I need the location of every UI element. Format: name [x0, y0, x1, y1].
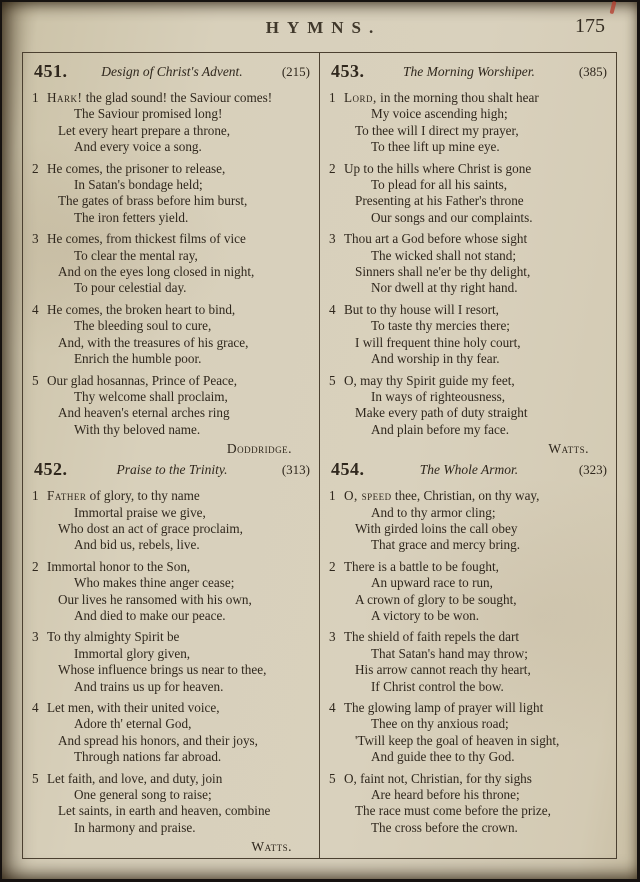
verse	[32, 700, 312, 766]
verse-lines	[47, 161, 312, 227]
verse-line: Immortal praise we give,	[74, 504, 206, 520]
page-header	[28, 15, 611, 43]
small-caps-lead: Lord,	[344, 90, 377, 105]
verse-line: And spread his honors, and their joys,	[58, 732, 258, 748]
verse-line: I will frequent thine holy court,	[355, 334, 521, 350]
verse-lines	[344, 161, 609, 227]
verse-line: Let men, with their united voice,	[47, 700, 220, 715]
verse-lines	[344, 90, 609, 156]
hymn	[32, 461, 312, 855]
verse-line: Let every heart prepare a throne,	[58, 122, 231, 138]
red-pen-mark	[609, 1, 616, 15]
verse	[32, 629, 312, 695]
verse-number: 1	[32, 488, 39, 504]
verse-line: The bleeding soul to cure,	[74, 318, 212, 334]
verse-lines	[344, 629, 609, 695]
verse	[329, 771, 609, 837]
verse-lines	[47, 488, 312, 554]
verse-line: The Saviour promised long!	[74, 106, 223, 122]
verse-number: 5	[329, 372, 336, 388]
verse-number: 2	[329, 160, 336, 176]
line-rest: in the morning thou shalt hear	[376, 90, 539, 105]
verse-number: 1	[32, 90, 39, 105]
verse-line: That grace and mercy bring.	[371, 537, 521, 553]
verse-line: With thy beloved name.	[74, 421, 201, 437]
hymn	[329, 461, 609, 836]
verse-number: 4	[329, 700, 336, 715]
line-rest: of glory, to thy name	[86, 488, 200, 504]
hymn-title: Praise to the Trinity.	[116, 462, 228, 478]
verse-line: In harmony and praise.	[74, 819, 196, 835]
verse-lines	[47, 629, 312, 695]
verse	[32, 90, 312, 156]
verse-lines	[344, 700, 609, 766]
hymn-columns	[22, 52, 617, 859]
verse-lines	[344, 771, 609, 837]
verse-line: Whose influence brings us near to thee,	[58, 662, 267, 678]
verse-line: In Satan's bondage held;	[74, 177, 203, 193]
verse-line	[47, 488, 312, 504]
verse-line: To thy almighty Spirit be	[47, 629, 180, 645]
hymn-number: 451.	[34, 61, 68, 81]
verse-number: 1	[329, 488, 336, 504]
verse-line: He comes, from thickest films of vice	[47, 231, 246, 247]
verse-line: In ways of righteousness,	[371, 388, 506, 404]
verse-lines	[47, 231, 312, 297]
verse-line: Who makes thine anger cease;	[74, 575, 235, 591]
verse-line: Through nations far abroad.	[74, 749, 222, 765]
author-attribution: Doddridge.	[226, 441, 292, 457]
verse-lines	[344, 231, 609, 297]
verse-line: Adore th' eternal God,	[74, 716, 192, 732]
verse-line: Immortal honor to the Son,	[47, 558, 191, 574]
verse-number: 3	[32, 629, 39, 645]
verse-number: 2	[32, 558, 39, 574]
verse-line: And on the eyes long closed in night,	[58, 264, 255, 280]
verse-line: To pour celestial day.	[74, 280, 187, 296]
verse-line: To taste thy mercies there;	[371, 318, 510, 334]
verse-line: And plain before my face.	[371, 421, 510, 437]
verse	[32, 231, 312, 297]
verse-line: Thee on thy anxious road;	[371, 716, 509, 732]
verse-line: But to thy house will I resort,	[344, 301, 499, 317]
verse-line: And bid us, rebels, live.	[74, 537, 200, 553]
verse-line: Thou art a God before whose sight	[344, 231, 528, 247]
hymn-tune-ref: (385)	[578, 64, 607, 79]
page-number: 175	[575, 15, 605, 37]
verse-line: With girded loins the call obey	[355, 520, 518, 536]
author-attribution: Watts.	[548, 441, 589, 457]
verse-line: Sinners shall ne'er be thy delight,	[355, 264, 531, 280]
verse-line: And trains us up for heaven.	[74, 678, 224, 694]
hymn	[32, 63, 312, 457]
verse	[329, 629, 609, 695]
verse	[329, 559, 609, 625]
verse	[329, 302, 609, 368]
verse	[32, 161, 312, 227]
verse-line: Let saints, in earth and heaven, combine	[58, 803, 271, 819]
hymn-number: 453.	[331, 61, 365, 81]
verse-line: One general song to raise;	[74, 787, 212, 803]
verse-number: 5	[329, 770, 336, 786]
verse-number: 3	[329, 231, 336, 247]
verse-line: And to thy armor cling;	[371, 504, 496, 520]
verse-line: A crown of glory to be sought,	[355, 591, 517, 607]
verse-line: Make every path of duty straight	[355, 405, 528, 421]
verse	[329, 700, 609, 766]
hymn	[329, 63, 609, 457]
hymn-header	[32, 461, 312, 482]
verse-line: Who dost an act of grace proclaim,	[58, 520, 243, 536]
verse-lines	[344, 302, 609, 368]
verse-line: Let faith, and love, and duty, join	[47, 770, 223, 786]
verse-line: And, with the treasures of his grace,	[58, 334, 249, 350]
verse-line: To clear the mental ray,	[74, 247, 198, 263]
hymn-header	[329, 63, 609, 84]
verse	[329, 161, 609, 227]
verse-number: 5	[32, 372, 39, 388]
verse-lines	[47, 559, 312, 625]
verse-line: To plead for all his saints,	[371, 177, 508, 193]
verse	[32, 302, 312, 368]
verse-line	[344, 488, 609, 504]
verse-number: 1	[329, 90, 336, 105]
verse-number: 4	[32, 700, 39, 715]
verse-lines	[47, 771, 312, 837]
verse	[32, 373, 312, 439]
verse-line: My voice ascending high;	[371, 106, 508, 122]
verse-line: Our lives he ransomed with his own,	[58, 591, 252, 607]
small-caps-lead: O, speed	[344, 488, 392, 504]
hymn-header	[32, 63, 312, 84]
verse	[32, 488, 312, 554]
verse-number: 3	[32, 231, 39, 247]
verse-line: Immortal glory given,	[74, 645, 191, 661]
verse-line: O, faint not, Christian, for thy sighs	[344, 770, 532, 786]
verse-line: Enrich the humble poor.	[74, 351, 202, 367]
verse-line: There is a battle to be fought,	[344, 558, 499, 574]
hymn-header	[329, 461, 609, 482]
verse-line: Our songs and our complaints.	[371, 209, 533, 225]
verse-number: 3	[329, 629, 336, 645]
verse-line: He comes, the prisoner to release,	[47, 160, 226, 176]
verse-line: And heaven's eternal arches ring	[58, 405, 230, 421]
line-rest: thee, Christian, on thy way,	[391, 488, 540, 504]
verse	[329, 231, 609, 297]
verse-line: That Satan's hand may throw;	[371, 645, 528, 661]
verse-line: And died to make our peace.	[74, 607, 226, 623]
left-column	[23, 53, 319, 858]
verse-line: If Christ control the bow.	[371, 678, 504, 694]
verse-lines	[47, 302, 312, 368]
book-page	[2, 2, 637, 879]
verse-line: The race must come before the prize,	[355, 803, 551, 819]
hymn-tune-ref: (313)	[281, 462, 310, 478]
verse-line: The glowing lamp of prayer will light	[344, 700, 544, 715]
hymn-tune-ref: (215)	[281, 64, 310, 79]
page-title: HYMNS.	[265, 18, 382, 37]
verse-lines	[344, 373, 609, 439]
hymn-number: 454.	[331, 459, 365, 480]
hymn-title: Design of Christ's Advent.	[101, 64, 243, 79]
verse-line: The shield of faith repels the dart	[344, 629, 520, 645]
verse-line: And every voice a song.	[74, 139, 202, 155]
verse-line: His arrow cannot reach thy heart,	[355, 662, 531, 678]
line-rest: the glad sound! the Saviour comes!	[82, 90, 273, 105]
verse-line: Presenting at his Father's throne	[355, 193, 524, 209]
verse-line: He comes, the broken heart to bind,	[47, 301, 236, 317]
verse-line: Nor dwell at thy right hand.	[371, 280, 518, 296]
verse-line: And worship in thy fear.	[371, 351, 500, 367]
verse-line: To thee lift up mine eye.	[371, 139, 500, 155]
verse-line: Are heard before his throne;	[371, 787, 520, 803]
verse-line: Our glad hosannas, Prince of Peace,	[47, 372, 238, 388]
verse-line: The iron fetters yield.	[74, 209, 189, 225]
verse-line: The cross before the crown.	[371, 819, 518, 835]
verse-line: To thee will I direct my prayer,	[355, 122, 519, 138]
verse-line: The gates of brass before him burst,	[58, 193, 248, 209]
verse	[329, 488, 609, 554]
verse	[329, 373, 609, 439]
verse-lines	[344, 559, 609, 625]
verse	[32, 771, 312, 837]
verse-number: 2	[32, 160, 39, 176]
verse	[32, 559, 312, 625]
verse-lines	[47, 90, 312, 156]
verse-line	[47, 90, 312, 106]
verse	[329, 90, 609, 156]
verse-line: 'Twill keep the goal of heaven in sight,	[355, 732, 560, 748]
verse-lines	[47, 373, 312, 439]
verse-number: 4	[32, 301, 39, 317]
verse-line: Thy welcome shall proclaim,	[74, 388, 228, 404]
small-caps-lead: Hark!	[47, 90, 83, 105]
verse-line: An upward race to run,	[371, 575, 493, 591]
hymn-number: 452.	[34, 459, 68, 480]
verse-line: O, may thy Spirit guide my feet,	[344, 372, 515, 388]
author-attribution: Watts.	[251, 839, 292, 855]
hymn-title: The Morning Worshiper.	[403, 64, 535, 79]
verse-line: The wicked shall not stand;	[371, 247, 517, 263]
verse-line: A victory to be won.	[371, 607, 480, 623]
verse-lines	[47, 700, 312, 766]
verse-lines	[344, 488, 609, 554]
verse-line: Up to the hills where Christ is gone	[344, 160, 532, 176]
verse-number: 2	[329, 558, 336, 574]
hymn-title: The Whole Armor.	[419, 462, 519, 478]
verse-number: 5	[32, 770, 39, 786]
verse-line	[344, 90, 609, 106]
verse-number: 4	[329, 301, 336, 317]
small-caps-lead: Father	[47, 488, 87, 504]
hymn-tune-ref: (323)	[578, 462, 607, 478]
verse-line: And guide thee to thy God.	[371, 749, 515, 765]
right-column	[319, 53, 616, 858]
